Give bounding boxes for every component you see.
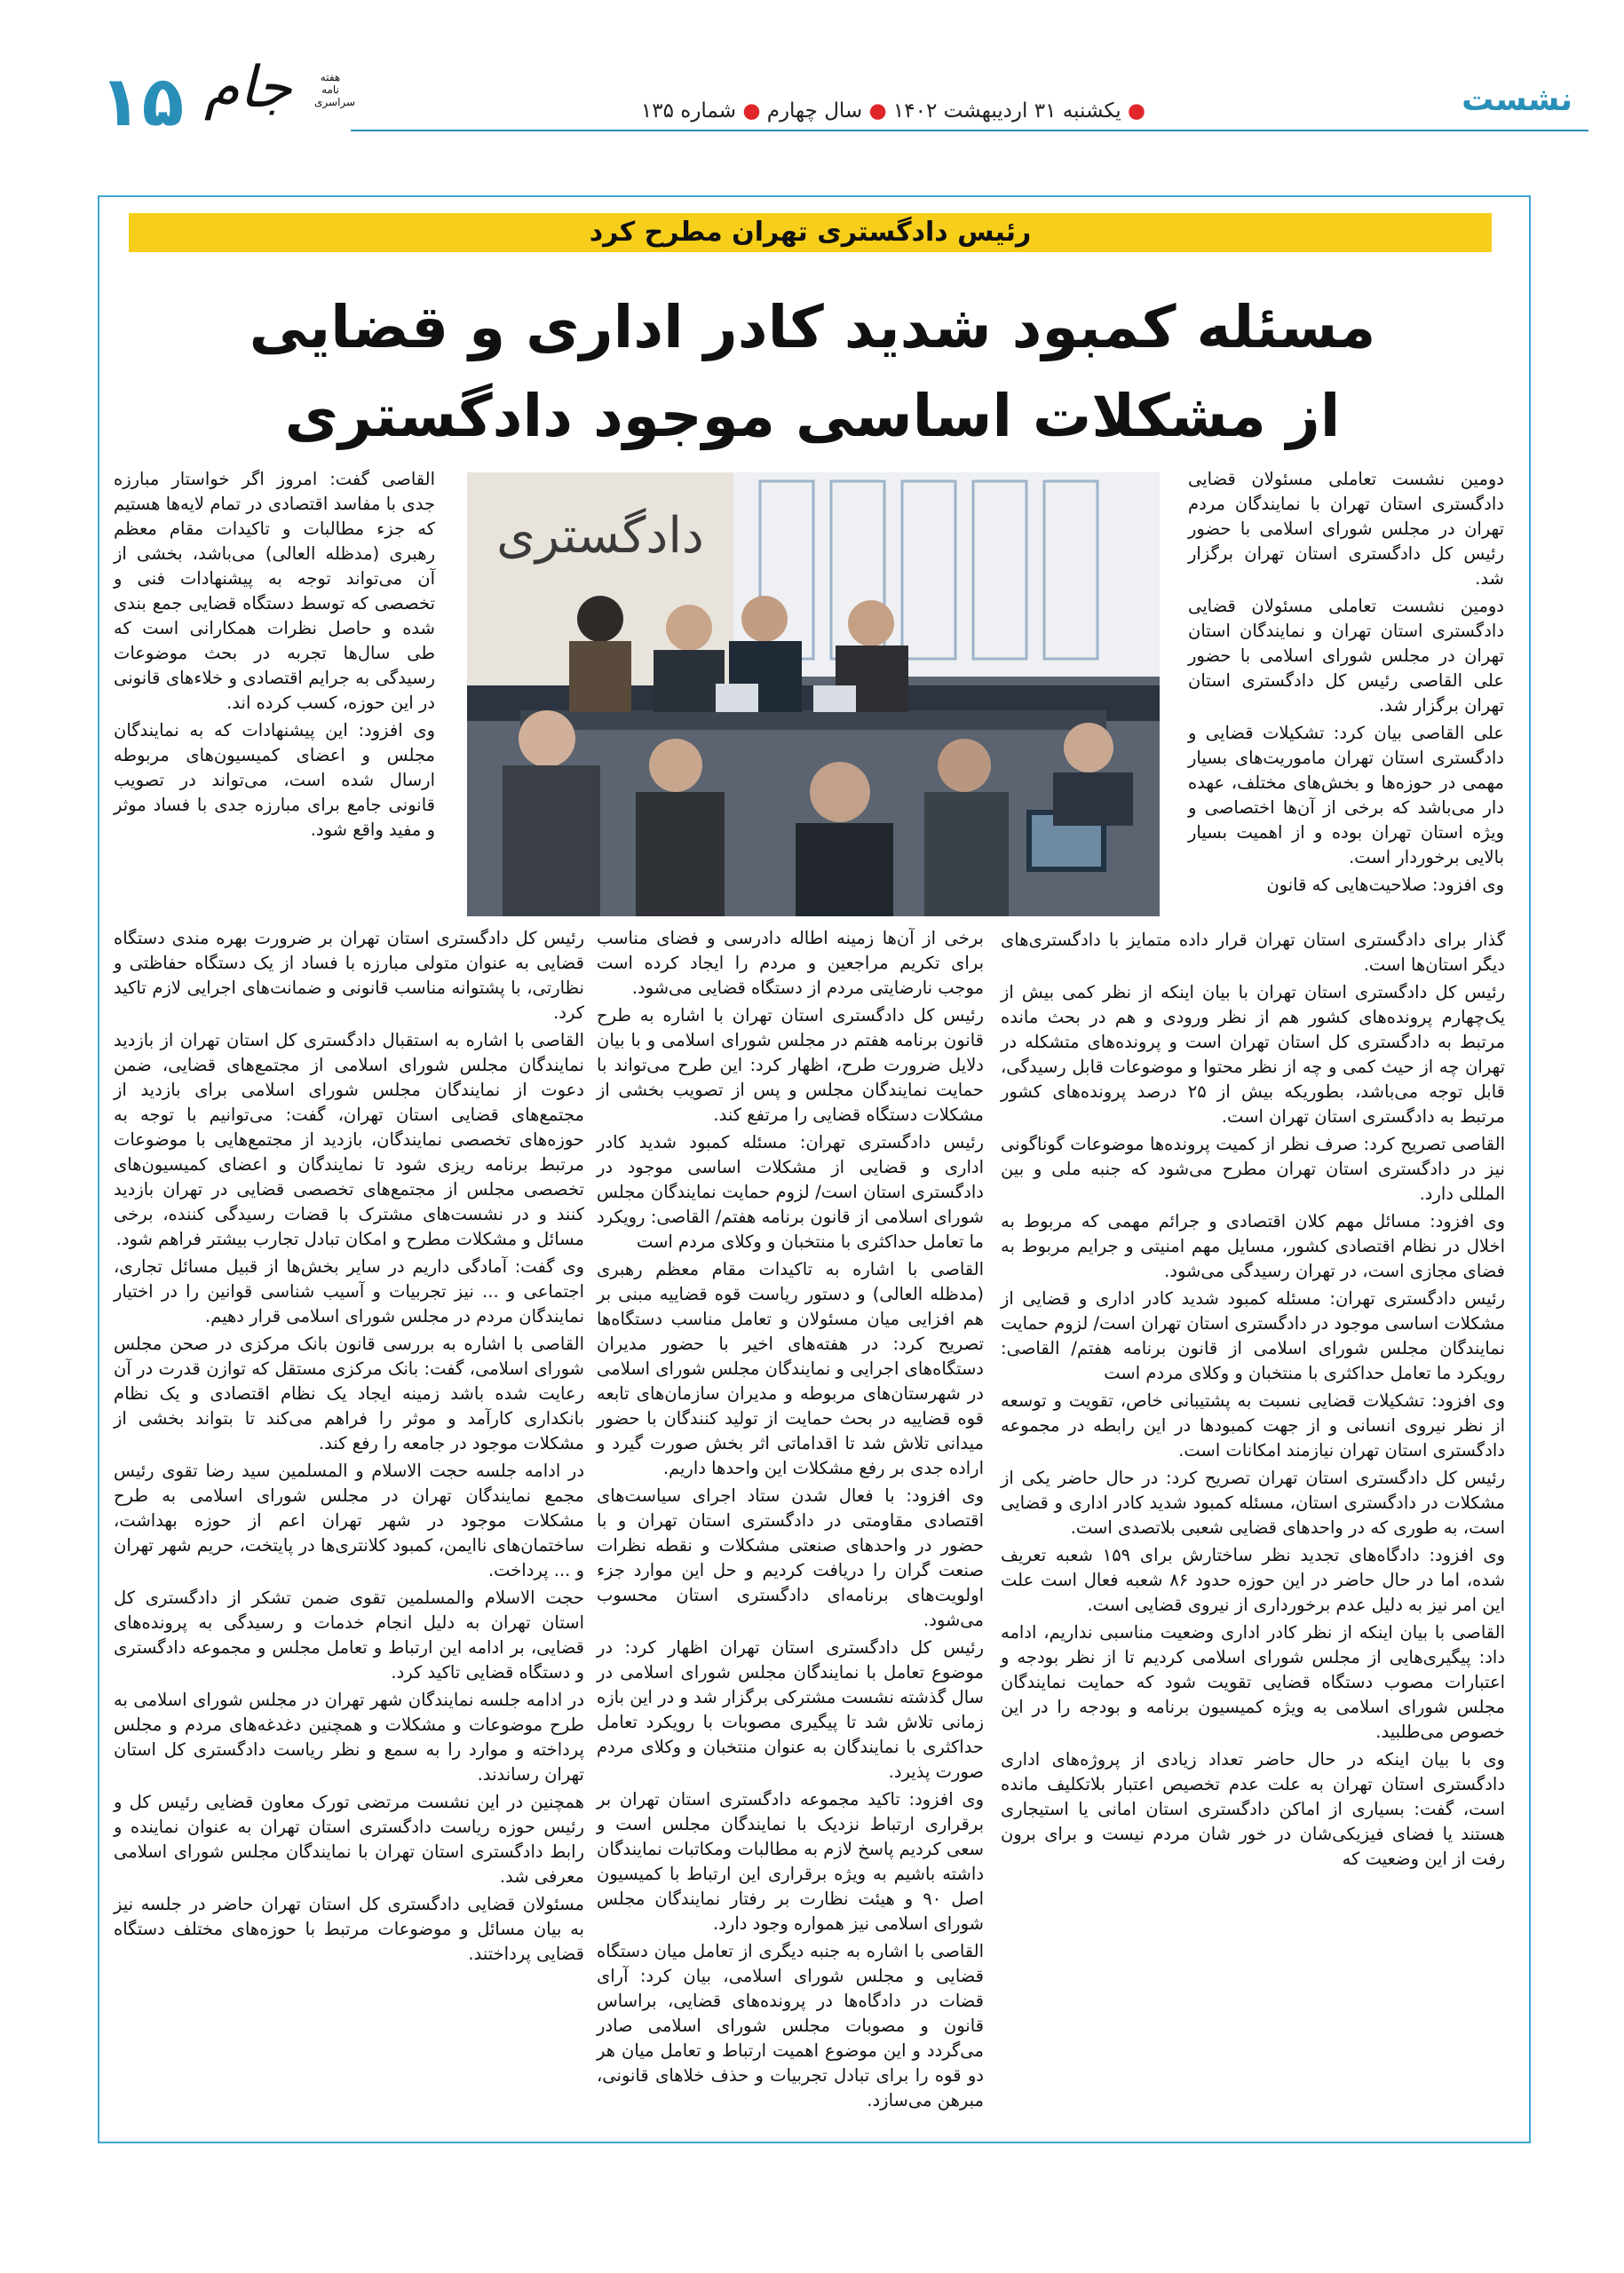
paragraph: وی افزود: این پیشنهادات که به نمایندگان مجلس و اعضای کمیسیون‌های مربوطه ارسال شده است، می‌تواند در تصویب قانونی جامع برای مبارزه جدی با فساد موثر و مفید واقع شود. — [114, 720, 435, 840]
bullet-icon: ● — [868, 99, 887, 123]
paragraph: رئیس کل دادگستری استان تهران با اشاره به طرح قانون برنامه هفتم در مجلس شورای اسلامی و با بیان دلایل ضرورت طرح، اظهار کرد: این طرح می‌تواند با حمایت نمایندگان مجلس و پس از تصویب بخشی از مشکلات دستگاه قضایی را مرتفع کند. — [597, 1005, 984, 1125]
photo-wall-text: دادگستری — [496, 507, 704, 565]
paragraph: وی با بیان اینکه در حال حاضر تعداد زیادی از پروژه‌های اداری دادگستری استان تهران به علت عدم تخصیص اعتبار بلاتکلیف مانده است، گفت: بسیاری از اماکن دادگستری استان امانی یا استیجاری هستند یا فضای فیزیکی‌شان در خور شان مردم نیست و برای برون رفت از این وضعیت که — [1001, 1749, 1505, 1869]
paragraph: گذار برای دادگستری استان تهران قرار داده متمایز با دادگستری‌های دیگر استان‌ها است. — [1001, 930, 1505, 975]
dateline — [364, 99, 1145, 123]
paragraph: برخی از آن‌ها زمینه اطاله دادرسی و فضای مناسب برای تکریم مراجعین و مردم را ایجاد کرده است موجب نارضایتی مردم از دستگاه قضایی می‌شود. — [597, 928, 984, 998]
meeting-photo — [467, 472, 1160, 916]
paragraph: وی افزود: با فعال شدن ستاد اجرای سیاست‌های اقتصادی مقاومتی در دادگستری استان تهران و با حضور در واحدهای صنعتی مشکلات و نقطه نظرات صنعت گران را دریافت کردیم و حل این موارد جزء اولویت‌های برنامه‌ای دادگستری استان محسوب می‌شود. — [597, 1485, 984, 1630]
paragraph: رئیس کل دادگستری استان تهران با بیان اینکه از نظر کمی بیش از یک‌چهارم پرونده‌های کشور هم از نظر ورودی و هم در بحث مانده مرتبط به دادگستری کل استان تهران است و پرونده‌های متشکله در تهران چه از حیث کمی و چه از نظر محتوا و موضوعات قابل رسیدگی، قابل توجه می‌باشد، بطوریکه بیش از ۲۵ درصد پرونده‌های کشور مرتبط به دادگستری استان تهران است. — [1001, 982, 1505, 1127]
paragraph: وی افزود: تاکید مجموعه دادگستری استان تهران بر برقراری ارتباط نزدیک با نمایندگان مجلس است و سعی کردیم پاسخ لازم به مطالبات ومکاتبات نمایندگان داشته باشیم به ویژه برقراری این ارتباط با کمیسیون اصل ۹۰ و هیئت نظارت بر رفتار نمایندگان مجلس شورای اسلامی نیز همواره وجود دارد. — [597, 1789, 984, 1934]
paragraph: علی القاصی بیان کرد: تشکیلات قضایی و دادگستری استان تهران ماموریت‌های بسیار مهمی در حوزه‌ها و بخش‌های مختلف، عهده دار می‌باشد که برخی از آن‌ها اختصاصی و ویژه استان تهران بوده و از اهمیت بسیار بالایی برخوردار است. — [1188, 723, 1504, 867]
page-number: ۱۵ — [99, 62, 185, 142]
paragraph: همچنین در این نشست مرتضی تورک معاون قضایی رئیس کل و رئیس حوزه ریاست دادگستری استان تهران به عنوان نماینده و رابط دادگستری استان تهران با نمایندگان مجلس شورای اسلامی معرفی شد. — [114, 1792, 584, 1887]
article-kicker: رئیس دادگستری تهران مطرح کرد — [129, 213, 1492, 252]
paragraph: القاصی گفت: امروز اگر خواستار مبارزه جدی با مفاسد اقتصادی در تمام لایه‌ها هستیم که جزء مطالبات و تاکیدات مقام معظم رهبری (مدظله العالی) می‌باشد، بخشی از آن می‌تواند توجه به پیشنهادات فنی و تخصصی که توسط دستگاه قضایی جمع بندی شده و حاصل نظرات همکارانی است که طی سال‌ها تجربه در بحث موضوعات رسیدگی به جرایم اقتصادی و خلاءهای قانونی در این حوزه، کسب کرده اند. — [114, 469, 435, 713]
article-column-5 — [114, 926, 584, 1969]
dateline-date: یکشنبه ۳۱ اردیبهشت ۱۴۰۲ — [892, 99, 1121, 123]
article-column-2 — [1001, 928, 1505, 1874]
article-column-1 — [1188, 467, 1504, 900]
paragraph: رئیس کل دادگستری استان تهران تصریح کرد: در حال حاضر یکی از مشکلات در دادگستری استان، مسئله کمبود شدید کادر اداری و قضایی است، به طوری که در واحدهای قضایی شعبی بلاتصدی است. — [1001, 1468, 1505, 1538]
paragraph: رئیس کل دادگستری استان تهران اظهار کرد: در موضوع تعامل با نمایندگان مجلس شورای اسلامی در سال گذشته نشست مشترکی برگزار شد و در این بازه زمانی تلاش شد تا پیگیری مصوبات با رویکرد تعامل حداکثری با نمایندگان به عنوان منتخبان و وکلای مردم صورت پذیرد. — [597, 1637, 984, 1782]
paragraph: القاصی با اشاره به جنبه دیگری از تعامل میان دستگاه قضایی و مجلس شورای اسلامی، بیان کرد: آرای قضات در دادگاه‌ها در پرونده‌های قضایی، براساس قانون و مصوبات مجلس شورای اسلامی صادر می‌گردد و این موضوع اهمیت ارتباط و تعامل میان هر دو قوه را برای تبادل تجربیات و حذف خلاهای قانونی، مبرهن می‌سازد. — [597, 1941, 984, 2111]
paragraph: وی افزود: مسائل مهم کلان اقتصادی و جرائم مهمی که مربوط به اخلال در نظام اقتصادی کشور، مسایل مهم امنیتی و جرایم مربوط به فضای مجازی است، در تهران رسیدگی می‌شود. — [1001, 1211, 1505, 1281]
bullet-icon: ● — [1127, 99, 1145, 123]
dateline-issue: شماره ۱۳۵ — [640, 99, 736, 123]
meeting-photo-illustration — [467, 472, 1160, 916]
paragraph: در ادامه جلسه نمایندگان شهر تهران در مجلس شورای اسلامی به طرح موضوعات و مشکلات و همچنین دغدغه‌های مردم و مجلس پرداخته و موارد را به سمع و نظر ریاست دادگستری کل استان تهران رساندند. — [114, 1690, 584, 1785]
paragraph: وی افزود: تشکیلات قضایی نسبت به پشتیبانی خاص، تقویت و توسعه از نظر نیروی انسانی و از جهت کمبودها در این رابطه در مجموعه دادگستری استان تهران نیازمند امکانات است. — [1001, 1390, 1505, 1461]
paragraph: وی افزود: صلاحیت‌هایی که قانون — [1266, 875, 1504, 895]
article-column-4 — [114, 467, 435, 845]
logo-tagline: هفته نامه سراسری — [314, 71, 356, 108]
paragraph: رئیس دادگستری تهران: مسئله کمبود شدید کادر اداری و قضایی از مشکلات اساسی موجود در دادگستری استان است/ لزوم حمایت نمایندگان مجلس شورای اسلامی از قانون برنامه هفتم/ القاصی: رویکرد ما تعامل حداکثری با منتخبان و وکلای مردم است — [597, 1132, 984, 1252]
header-rule — [351, 130, 1588, 131]
paragraph: در ادامه جلسه حجت الاسلام و المسلمین سید رضا تقوی رئیس مجمع نمایندگان تهران در مجلس شورای اسلامی به طرح مشکلات موجود در شهر تهران اعم از حوزه بهداشت، ساختمان‌های ناایمن، کمبود کلانتری‌ها در پایتخت، حریم شهر تهران و ... پرداخت. — [114, 1461, 584, 1580]
paragraph: القاصی تصریح کرد: صرف نظر از کمیت پرونده‌ها موضوعات گوناگونی نیز در دادگستری استان تهران مطرح می‌شود که جنبه ملی و بین المللی دارد. — [1001, 1134, 1505, 1204]
paragraph: القاصی با اشاره به استقبال دادگستری کل استان تهران از بازدید نمایندگان مجلس شورای اسلامی از مجتمع‌های قضایی، ضمن دعوت از نمایندگان مجلس شورای اسلامی برای بازدید از مجتمع‌های قضایی استان تهران، گفت: می‌توانیم با توجه به حوزه‌های تخصصی نمایندگان، بازدید از مجتمع‌هایی با موضوعات مرتبط برنامه ریزی شود تا نمایندگان و اعضای کمیسیون‌های تخصصی مجلس از مجتمع‌های تخصصی قضایی در تهران بازدید کنند و در نشست‌های مشترک با قضات رسیدگی کننده، برخی مسائل و مشکلات مطرح و امکان تبادل تجارب بیشتر فراهم شود. — [114, 1030, 584, 1249]
paragraph: وی افزود: دادگاه‌های تجدید نظر ساختارش برای ۱۵۹ شعبه تعریف شده، اما در حال حاضر در این حوزه حدود ۸۶ شعبه فعال است علت این امر نیز به دلیل عدم برخورداری از نیروی قضایی است. — [1001, 1545, 1505, 1615]
newspaper-logo — [192, 55, 356, 144]
paragraph: القاصی با اشاره به بررسی قانون بانک مرکزی در صحن مجلس شورای اسلامی، گفت: بانک مرکزی مستقل که توازن قدرت در آن رعایت شده باشد زمینه ایجاد یک نظام اقتصادی و یک نظام بانکداری کارآمد و موثر را فراهم می‌کند تا بتواند بخشی از مشکلات موجود در جامعه را رفع کند. — [114, 1334, 584, 1453]
paragraph: رئیس دادگستری تهران: مسئله کمبود شدید کادر اداری و قضایی از مشکلات اساسی موجود در دادگستری استان تهران است/ لزوم حمایت نمایندگان مجلس شورای اسلامی از قانون برنامه هفتم/ القاصی: رویکرد ما تعامل حداکثری با منتخبان و وکلای مردم است — [1001, 1288, 1505, 1383]
paragraph: دومین نشست تعاملی مسئولان قضایی دادگستری استان تهران با نمایندگان مردم تهران در مجلس شورای اسلامی با حضور رئیس کل دادگستری استان تهران برگزار شد. — [1188, 469, 1504, 589]
paragraph: رئیس کل دادگستری استان تهران بر ضرورت بهره مندی دستگاه قضایی به عنوان متولی مبارزه با فساد از یک دستگاه حفاظتی و نظارتی، با پشتوانه مناسب قانونی و ضمانت‌های اجرایی لازم تاکید کرد. — [114, 928, 584, 1023]
paragraph: القاصی با بیان اینکه از نظر کادر اداری وضعیت مناسبی نداریم، ادامه داد: پیگیری‌هایی از مجلس شورای اسلامی کردیم تا از نظر بودجه و اعتبارات مصوب دستگاه قضایی تقویت شود که حمایت نمایندگان مجلس شورای اسلامی به ویژه کمیسیون برنامه و بودجه را در این خصوص می‌طلبید. — [1001, 1622, 1505, 1742]
paragraph: دومین نشست تعاملی مسئولان قضایی دادگستری استان تهران و نمایندگان استان تهران در مجلس شورای اسلامی با حضور علی القاصی رئیس کل دادگستری استان تهران برگزار شد. — [1188, 596, 1504, 716]
bullet-icon: ● — [742, 99, 761, 123]
paragraph: حجت الاسلام والمسلمین تقوی ضمن تشکر از دادگستری کل استان تهران به دلیل انجام خدمات و رسیدگی به پرونده‌های قضایی، بر ادامه این ارتباط و تعامل مجلس و مجموعه دادگستری و دستگاه قضایی تاکید کرد. — [114, 1588, 584, 1683]
paragraph: وی گفت: آمادگی داریم در سایر بخش‌ها از قبیل مسائل تجاری، اجتماعی و ... نیز تجربیات و آسیب شناسی قوانین را در اختیار نمایندگان مردم در مجلس شورای اسلامی قرار دهیم. — [114, 1256, 584, 1327]
logo-mark: جام — [204, 55, 292, 121]
article-headline-line2: از مشکلات اساسی موجود دادگستری — [284, 382, 1341, 450]
article-column-3 — [597, 926, 984, 2116]
paragraph: القاصی با اشاره به تاکیدات مقام معظم رهبری (مدظله العالی) و دستور ریاست قوه قضاییه مبنی بر هم افزایی میان مسئولان و تعامل مناسب دستگاه‌ها تصریح کرد: در هفته‌های اخیر با حضور مدیران دستگاه‌های اجرایی و نمایندگان مجلس شورای اسلامی در شهرستان‌های مربوطه و مدیران سازمان‌های تابعه قوه قضاییه در بحث حمایت از تولید کنندگان با حضور میدانی تلاش شد تا اقداماتی اثر بخش صورت گیرد و اراده جدی بر رفع مشکلات این واحدها داریم. — [597, 1259, 984, 1478]
section-title: نشست — [1462, 82, 1573, 118]
dateline-year: سال چهارم — [766, 99, 863, 123]
paragraph: مسئولان قضایی دادگستری کل استان تهران حاضر در جلسه نیز به بیان مسائل و موضوعات مرتبط با حوزه‌های مختلف دستگاه قضایی پرداختند. — [114, 1894, 584, 1964]
article-headline-line1: مسئله کمبود شدید کادر اداری و قضایی — [249, 293, 1376, 361]
